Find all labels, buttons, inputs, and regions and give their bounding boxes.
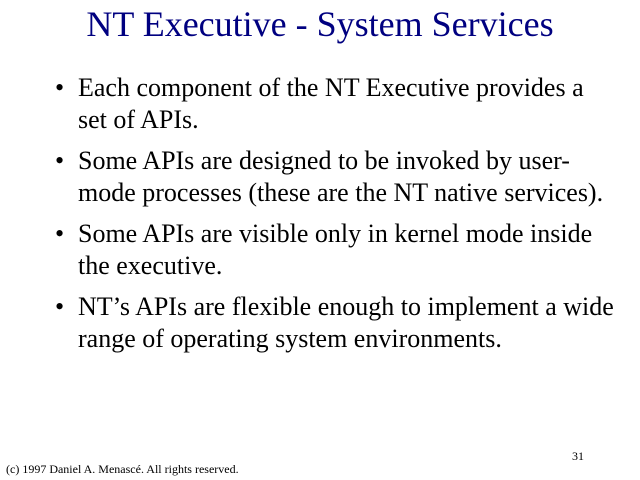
bullet-mark: • [55,219,65,248]
bullet-mark: • [55,292,65,321]
copyright-notice: (c) 1997 Daniel A. Menascé. All rights reserved. [6,462,239,476]
bullet-text: Each component of the NT Executive provides a set of APIs. [78,73,584,134]
bullet-item [55,218,615,282]
bullet-item [55,291,615,355]
bullet-mark: • [55,146,65,175]
bullet-list [55,72,615,364]
bullet-mark: • [55,73,65,102]
bullet-item [55,72,615,136]
bullet-text: NT’s APIs are flexible enough to implement a wide range of operating system environments. [78,292,614,353]
page-number: 31 [572,449,584,463]
slide-title: NT Executive - System Services [86,4,554,44]
bullet-item [55,145,615,209]
bullet-text: Some APIs are designed to be invoked by user-mode processes (these are the NT native services). [78,146,604,207]
bullet-text: Some APIs are visible only in kernel mode inside the executive. [78,219,593,280]
